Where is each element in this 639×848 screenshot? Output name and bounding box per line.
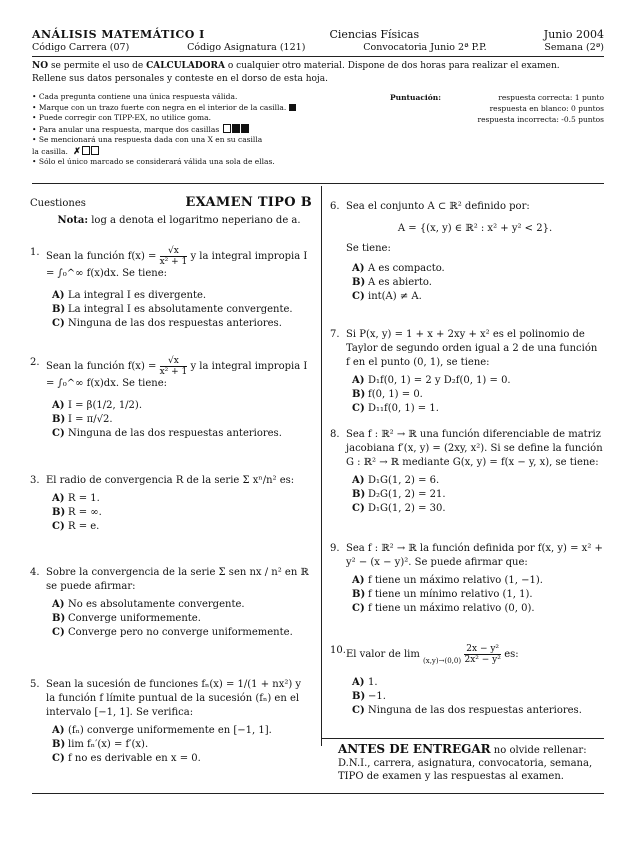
faculty-name: Ciencias Físicas: [329, 28, 420, 41]
instr-text1: se permite el uso de: [48, 61, 147, 71]
instr-text2: o cualquier otro material. Dispone de dos horas para realizar el examen.: [224, 61, 560, 71]
option-a[interactable]: A) No es absolutamente convergente.: [52, 599, 245, 610]
option-b[interactable]: B) R = ∞.: [52, 507, 102, 518]
header-divider: [32, 56, 604, 57]
note: Nota: log a denota el logaritmo neperiano de a.: [57, 215, 301, 226]
option-a[interactable]: A) f tiene un máximo relativo (1, −1).: [352, 575, 543, 586]
filled-square-icon: [289, 104, 296, 111]
option-a[interactable]: A) D₁G(1, 2) = 6.: [352, 475, 440, 486]
option-a[interactable]: A) R = 1.: [52, 493, 100, 504]
instructions-divider: [32, 183, 604, 184]
week-label: Semana (2ª): [544, 42, 604, 53]
questions-label: Cuestiones: [30, 198, 86, 209]
option-b[interactable]: B) f(0, 1) = 0.: [352, 389, 423, 400]
footer-divider: [322, 738, 604, 739]
question-4: 4. Sobre la convergencia de la serie Σ sen nx / n² en ℝ se puede afirmar: A) No es absolutamente convergente. B) Converge uniformemente. C) Converge pero no converge uniformemente.: [46, 566, 312, 640]
question-8: 8. Sea f : ℝ² → ℝ una función diferenciable de matriz jacobiana f′(x, y) = (2xy, x²). Si se define la función G : ℝ² → ℝ mediante G(x, y) = f(x − y, x), se tiene: A) D₁G(1, 2) = 6. B) D₂G(1, 2) = 21. C) D₁G(1, 2) = 30.: [330, 429, 603, 514]
career-code: Código Carrera (07): [32, 42, 130, 53]
option-b[interactable]: B) La integral I es absolutamente convergente.: [52, 304, 293, 315]
footer-note: [338, 743, 604, 783]
option-a[interactable]: A) A es compacto.: [352, 263, 445, 274]
option-c[interactable]: C) f no es derivable en x = 0.: [52, 753, 201, 764]
option-c[interactable]: C) Ninguna de las dos respuestas anteriores.: [52, 428, 282, 439]
course-title: ANÁLISIS MATEMÁTICO I: [32, 28, 205, 41]
footer-text: no olvide rellenar: D.N.I., carrera, asignatura, convocatoria, semana, TIPO de examen y las respuestas al examen.: [338, 745, 593, 782]
question-7: 7. Si P(x, y) = 1 + x + 2xy + x² es el polinomio de Taylor de segundo orden igual a 2 de una función f en el punto (0, 1), se tiene: A) D₁f(0, 1) = 2 y D₂f(0, 1) = 0. B) f(0, 1) = 0. C) D₁₁f(0, 1) = 1.: [346, 328, 604, 416]
fraction: $\frac{\text{2x − y²}}{\text{2x² − y²}}$: [464, 644, 501, 665]
bottom-divider: [32, 793, 604, 794]
option-c[interactable]: C) R = e.: [52, 521, 100, 532]
bullet-item: • Sólo el único marcado se considerará válida una sola de ellas.: [32, 157, 275, 166]
option-b[interactable]: B) f tiene un mínimo relativo (1, 1).: [352, 589, 533, 600]
fraction: $\frac{√x}{\text{x² + 1}}$: [159, 246, 188, 267]
question-2: 2. Sean la función f(x) = $\frac{√x}{\text{x² + 1}}$ y la integral impropia I = ∫₀^∞ f(x)dx. Se tiene: A) I = β(1/2, 1/2). B) I = π/√2. C) Ninguna de las dos respuestas anteriores.: [46, 356, 312, 441]
scoring-correct: respuesta correcta: 1 punto: [498, 93, 604, 102]
footer-title: ANTES DE ENTREGAR: [338, 742, 491, 756]
question-5: 5. Sean la sucesión de funciones fₙ(x) = 1/(1 + nx²) y la función f límite puntual de la sucesión (fₙ) en el intervalo [−1, 1]. Se verifica: A) (fₙ) converge uniformemente en [−1, 1]. B) lim fₙ′(x) = f′(x). C) f no es derivable en x = 0.: [46, 678, 312, 766]
option-b[interactable]: B) lim fₙ′(x) = f′(x).: [52, 739, 149, 750]
option-b[interactable]: B) I = π/√2.: [52, 414, 113, 425]
bullet-item: • Cada pregunta contiene una única respuesta válida.: [32, 92, 238, 101]
scoring-wrong: respuesta incorrecta: -0.5 puntos: [477, 115, 604, 124]
scoring-label: Puntuación:: [390, 93, 441, 102]
option-c[interactable]: C) D₁G(1, 2) = 30.: [352, 503, 446, 514]
cross-mark-icon: ✗: [73, 146, 81, 157]
option-a[interactable]: A) I = β(1/2, 1/2).: [52, 400, 142, 411]
empty-box-icon: [91, 146, 99, 155]
instr-no: NO: [32, 61, 49, 71]
column-header: [30, 196, 312, 211]
question-10: 10. El valor de lim (x,y)→(0,0) $\frac{\text{2x − y²}}{\text{2x² − y²}}$ es: A) 1. B) −1. C) Ninguna de las dos respuestas anteriores.: [346, 644, 604, 718]
column-divider: [321, 186, 322, 746]
option-c[interactable]: C) Ninguna de las dos respuestas anteriores.: [352, 705, 582, 716]
option-c[interactable]: C) f tiene un máximo relativo (0, 0).: [352, 603, 535, 614]
session-label: Convocatoria Junio 2ª P.P.: [363, 42, 487, 53]
exam-date: Junio 2004: [543, 28, 604, 41]
question-3: 3. El radio de convergencia R de la serie Σ xⁿ/n² es: A) R = 1. B) R = ∞. C) R = e.: [46, 474, 312, 534]
empty-box-icon: [82, 146, 90, 155]
option-c[interactable]: C) Ninguna de las dos respuestas anteriores.: [52, 318, 282, 329]
option-a[interactable]: A) (fₙ) converge uniformemente en [−1, 1].: [52, 725, 272, 736]
bullet-item: • Para anular una respuesta, marque dos casillas: [32, 124, 382, 136]
subject-code: Código Asignatura (121): [187, 42, 306, 53]
instr-line2: Rellene sus datos personales y conteste en el dorso de esta hoja.: [32, 73, 328, 84]
question-9: 9. Sea f : ℝ² → ℝ la función definida por f(x, y) = x² + y² − (x − y)². Se puede afirmar que: A) f tiene un máximo relativo (1, −1). B) f tiene un mínimo relativo (1, 1). C) f tiene un máximo relativo (0, 0).: [330, 543, 603, 614]
bullet-item: • Puede corregir con TIPP-EX, no utilice goma.: [32, 113, 212, 122]
empty-box-icon: [223, 124, 231, 133]
instr-calculator: CALCULADORA: [146, 61, 225, 71]
option-c[interactable]: C) Converge pero no converge uniformemente.: [52, 627, 293, 638]
option-b[interactable]: B) D₂G(1, 2) = 21.: [352, 489, 446, 500]
bullet-item: • Se mencionará una respuesta dada con una X en su casilla: [32, 135, 263, 144]
se-tiene: Se tiene:: [346, 243, 391, 254]
left-column: [30, 195, 312, 764]
header-top-row: [32, 28, 604, 41]
header-codes-row: [32, 42, 604, 53]
option-b[interactable]: B) Converge uniformemente.: [52, 613, 201, 624]
option-a[interactable]: A) La integral I es divergente.: [52, 290, 207, 301]
instruction-bullets: [32, 92, 382, 168]
bullet-item: • Marque con un trazo fuerte con negra en el interior de la casilla.: [32, 103, 382, 114]
filled-box-icon: [241, 124, 249, 133]
question-1: 1. Sean la función f(x) = $\frac{√x}{\text{x² + 1}}$ y la integral impropia I = ∫₀^∞ f(x)dx. Se tiene: A) La integral I es divergente. B) La integral I es absolutamente convergente. C) Ninguna de las dos respuestas anteriores.: [46, 246, 312, 331]
bullet-item: la casilla. ✗: [32, 146, 382, 158]
limit-subscript: (x,y)→(0,0): [423, 657, 462, 665]
option-c[interactable]: C) int(A) ≠ A.: [352, 291, 422, 302]
filled-box-icon: [232, 124, 240, 133]
option-a[interactable]: A) 1.: [352, 677, 378, 688]
scoring-blank: respuesta en blanco: 0 puntos: [489, 104, 604, 113]
fraction: $\frac{√x}{\text{x² + 1}}$: [159, 356, 188, 377]
exam-type: EXAMEN TIPO B: [185, 195, 312, 210]
option-c[interactable]: C) D₁₁f(0, 1) = 1.: [352, 403, 439, 414]
option-a[interactable]: A) D₁f(0, 1) = 2 y D₂f(0, 1) = 0.: [352, 375, 511, 386]
option-b[interactable]: B) −1.: [352, 691, 386, 702]
instructions: [32, 60, 604, 85]
set-definition: A = {(x, y) ∈ ℝ² : x² + y² < 2}.: [397, 223, 553, 234]
scoring-box: [390, 92, 604, 125]
option-b[interactable]: B) A es abierto.: [352, 277, 432, 288]
question-6: 6. Sea el conjunto A ⊂ ℝ² definido por: A = {(x, y) ∈ ℝ² : x² + y² < 2}. Se tiene: A) A es compacto. B) A es abierto. C) int(A) ≠ A.: [346, 200, 604, 304]
